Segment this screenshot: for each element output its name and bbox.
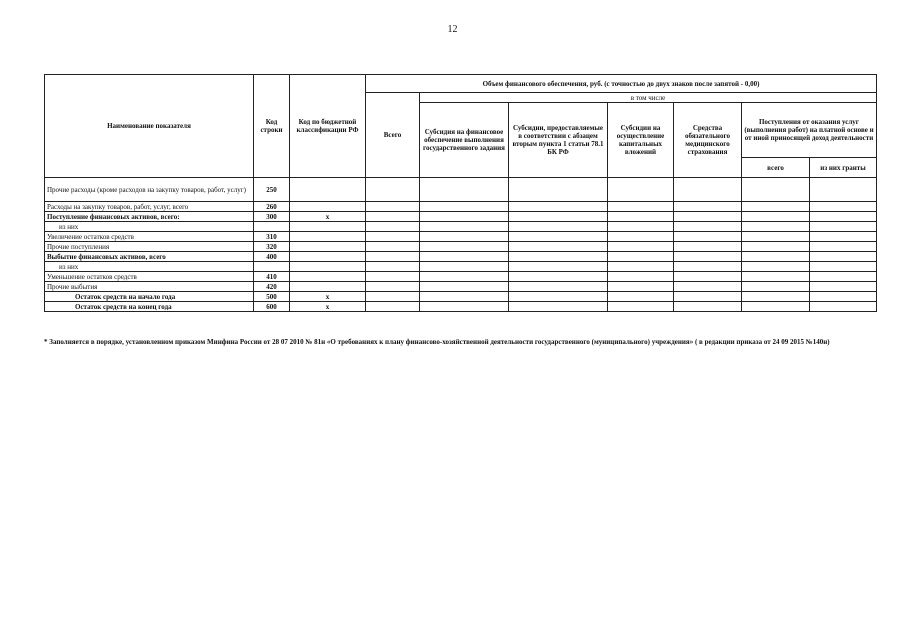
row-kbk	[290, 282, 366, 292]
row-code: 410	[254, 272, 290, 282]
row-code: 300	[254, 212, 290, 222]
row-kbk	[290, 222, 366, 232]
row-code: 600	[254, 302, 290, 312]
row-name: Расходы на закупку товаров, работ, услуг, всего	[45, 202, 254, 212]
table-row	[45, 232, 877, 242]
row-code	[254, 222, 290, 232]
table-row	[45, 272, 877, 282]
row-name: Прочие выбытия	[45, 282, 254, 292]
header-subsidy-78: Субсидии, предоставляемые в соответствии с абзацем вторым пункта 1 статьи 78.1 БК РФ	[509, 103, 608, 178]
row-name: из них	[45, 222, 254, 232]
table-row	[45, 202, 877, 212]
header-paid-total: всего	[742, 158, 810, 178]
header-name: Наименование показателя	[45, 75, 254, 178]
row-kbk	[290, 178, 366, 202]
header-subsidy-task: Субсидия на финансовое обеспечение выполнения государственного задания	[420, 103, 509, 178]
header-code: Код строки	[254, 75, 290, 178]
row-name: Остаток средств на конец года	[45, 302, 254, 312]
row-code: 260	[254, 202, 290, 212]
row-kbk: x	[290, 292, 366, 302]
header-paid: Поступления от оказания услуг (выполнения работ) на платной основе и от иной приносящей доход деятельности	[742, 103, 877, 158]
row-name: Остаток средств на начало года	[45, 292, 254, 302]
row-kbk	[290, 202, 366, 212]
header-oms: Средства обязательного медицинского страхования	[674, 103, 742, 178]
row-name: Уменьшение остатков средств	[45, 272, 254, 282]
header-including: в том числе	[420, 93, 877, 103]
row-kbk	[290, 272, 366, 282]
table-row	[45, 302, 877, 312]
footnote: * Заполняется в порядке, установленном приказом Минфина России от 28 07 2010 № 81н «О требованиях к плану финансово-хозяйственной деятельности государственного (муниципального) учреждения» ( в редакции приказа от 24 09 2015 №140н)	[44, 338, 830, 346]
header-kbk: Код по бюджетной классификации РФ	[290, 75, 366, 178]
row-kbk	[290, 262, 366, 272]
row-name: Прочие расходы (кроме расходов на закупку товаров, работ, услуг)	[45, 178, 254, 202]
table-row	[45, 252, 877, 262]
row-kbk	[290, 252, 366, 262]
row-kbk	[290, 232, 366, 242]
row-name: Прочие поступления	[45, 242, 254, 252]
table-row	[45, 262, 877, 272]
row-code: 420	[254, 282, 290, 292]
row-code: 400	[254, 252, 290, 262]
header-subsidy-capital: Субсидии на осуществление капитальных вложений	[608, 103, 674, 178]
header-total: Всего	[366, 93, 420, 178]
table-row	[45, 242, 877, 252]
row-kbk: x	[290, 212, 366, 222]
header-paid-grants: из них гранты	[810, 158, 877, 178]
table-row	[45, 292, 877, 302]
row-kbk	[290, 242, 366, 252]
row-name: Поступление финансовых активов, всего:	[45, 212, 254, 222]
table-row	[45, 222, 877, 232]
row-code: 310	[254, 232, 290, 242]
row-code: 500	[254, 292, 290, 302]
row-kbk: x	[290, 302, 366, 312]
header-volume: Объем финансового обеспечения, руб. (с точностью до двух знаков после запятой - 0,00)	[366, 75, 877, 93]
row-code: 320	[254, 242, 290, 252]
row-code: 250	[254, 178, 290, 202]
row-code	[254, 262, 290, 272]
row-name: из них	[45, 262, 254, 272]
row-name: Увеличение остатков средств	[45, 232, 254, 242]
table-row	[45, 282, 877, 292]
table-row	[45, 178, 877, 202]
page-number: 12	[447, 24, 458, 35]
financial-plan-table	[44, 74, 877, 312]
row-name: Выбытие финансовых активов, всего	[45, 252, 254, 262]
table-row	[45, 212, 877, 222]
